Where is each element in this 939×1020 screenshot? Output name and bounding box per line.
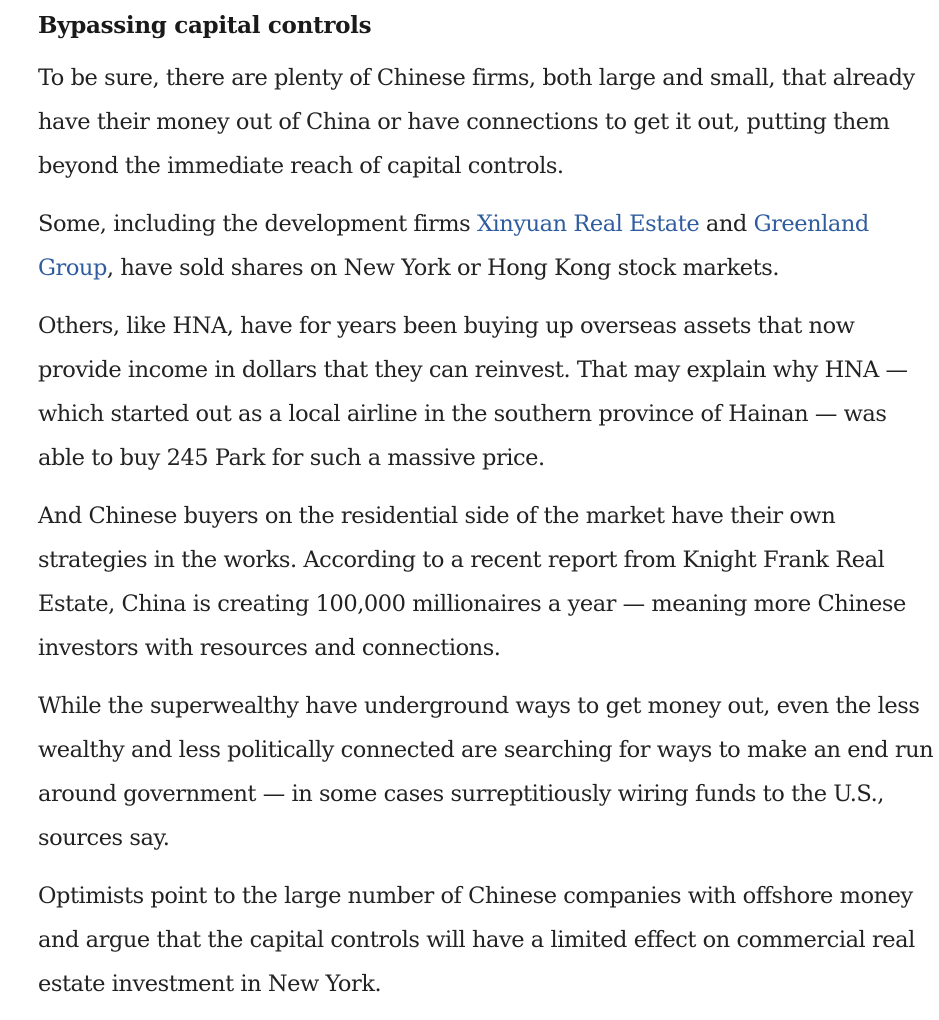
- paragraph-5: While the superwealthy have underground ways to get money out, even the less wealthy and less politically connected are searching for ways to make an end run around government — in some cases surreptitiously wiring funds to the U.S., sources say.: [38, 693, 934, 851]
- greenland-group-link[interactable]: Greenland Group: [38, 211, 869, 281]
- paragraph-6: Optimists point to the large number of Chinese companies with offshore money and argue that the capital controls will have a limited effect on commercial real estate investment in New York.: [38, 883, 915, 997]
- article-body: [38, 10, 936, 1020]
- paragraph-2: [38, 202, 936, 290]
- paragraph-2-text-after: , have sold shares on New York or Hong Kong stock markets.: [106, 255, 780, 281]
- section-heading: Bypassing capital controls: [38, 12, 372, 39]
- paragraph-4: And Chinese buyers on the residential side of the market have their own strategies in the works. According to a recent report from Knight Frank Real Estate, China is creating 100,000 millionaires a year — meaning more Chinese investors with resources and connections.: [38, 503, 906, 661]
- paragraph-2-text-before: Some, including the development firms: [38, 211, 477, 237]
- paragraph-1: To be sure, there are plenty of Chinese firms, both large and small, that already have their money out of China or have connections to get it out, putting them beyond the immediate reach of capital controls.: [38, 65, 915, 179]
- paragraph-2-text-between: and: [699, 211, 754, 237]
- paragraph-3: Others, like HNA, have for years been buying up overseas assets that now provide income in dollars that they can reinvest. That may explain why HNA — which started out as a local airline in the southern province of Hainan — was able to buy 245 Park for such a massive price.: [38, 313, 908, 471]
- xinyuan-real-estate-link[interactable]: Xinyuan Real Estate: [476, 211, 700, 237]
